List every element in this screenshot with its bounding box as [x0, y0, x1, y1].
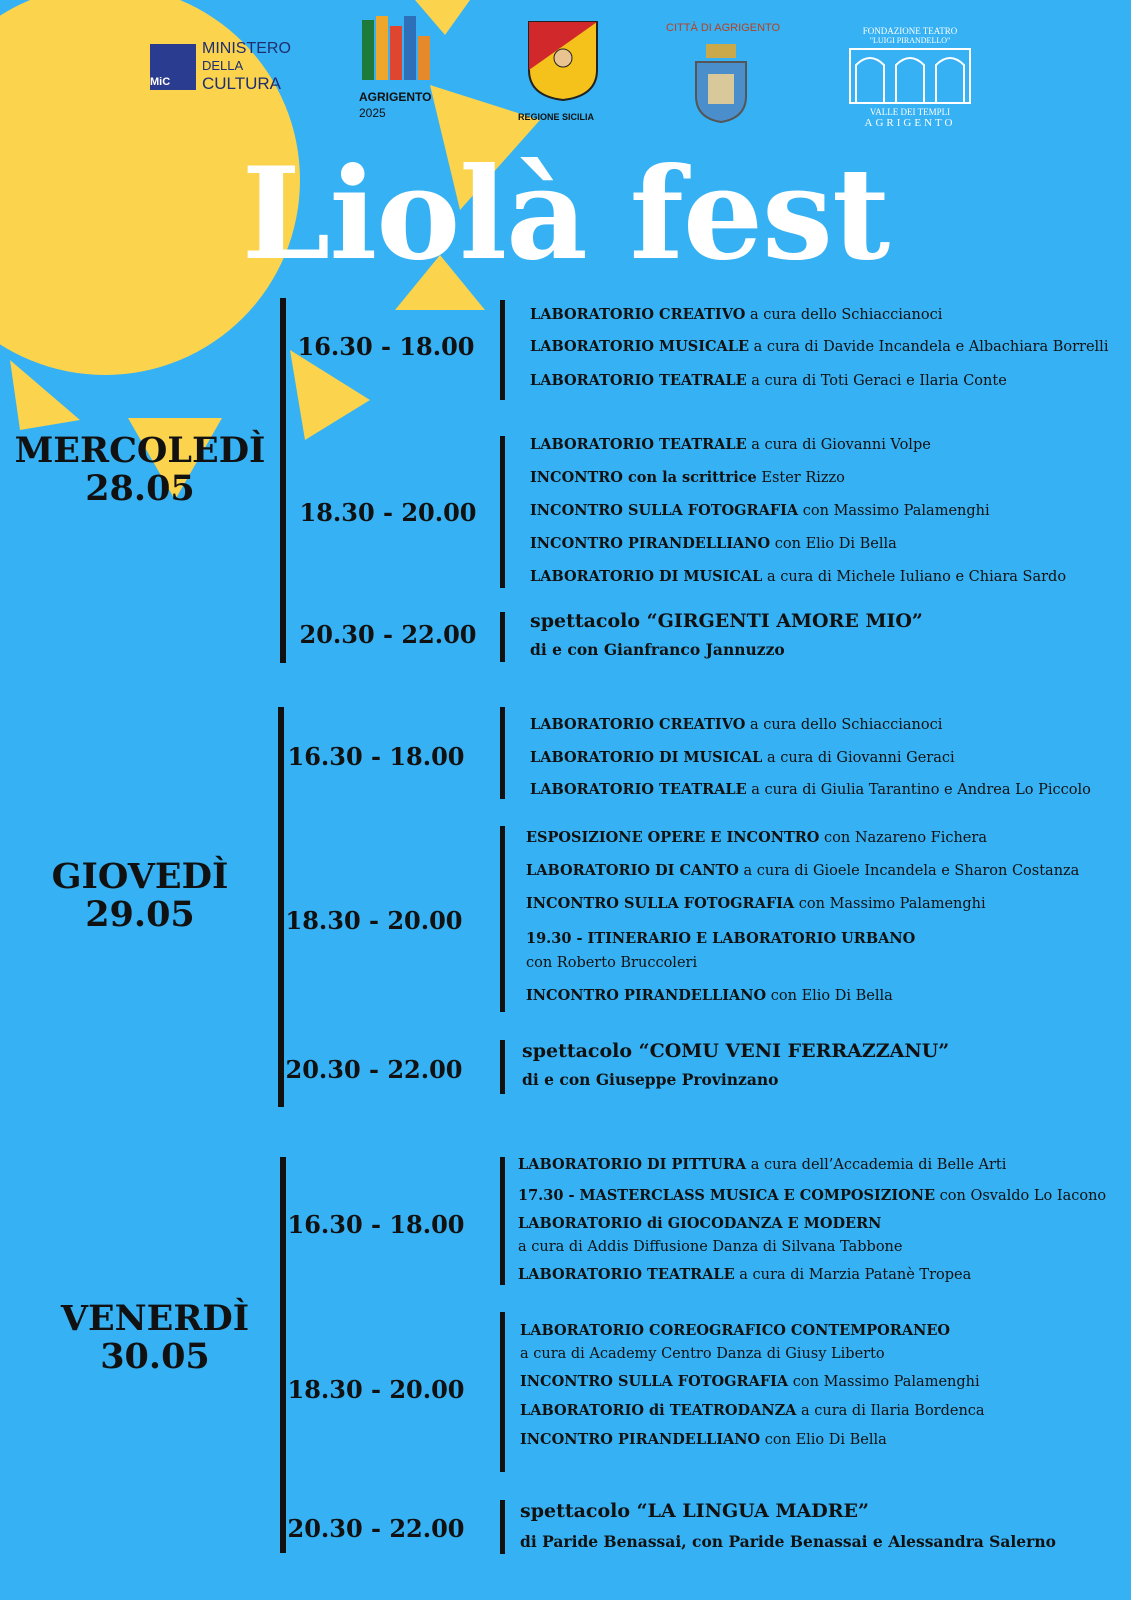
slot-time: 20.30 - 22.00 — [285, 1055, 463, 1084]
day-name: VENERDÌ — [60, 1298, 250, 1339]
event-line: INCONTRO PIRANDELLIANO con Elio Di Bella — [530, 535, 897, 552]
event-line: ESPOSIZIONE OPERE E INCONTRO con Nazareno Fichera — [526, 829, 987, 846]
slot-bar — [500, 826, 505, 1012]
day-date: 29.05 — [85, 894, 195, 935]
show-credits: di Paride Benassai, con Paride Benassai e Alessandra Salerno — [520, 1532, 1056, 1551]
slot-time: 16.30 - 18.00 — [297, 332, 475, 361]
day-heading — [20, 1300, 290, 1376]
event-line: LABORATORIO di GIOCODANZA E MODERN — [518, 1215, 882, 1232]
event-line: LABORATORIO COREOGRAFICO CONTEMPORANEO — [520, 1322, 951, 1339]
trinacria-shield-icon — [527, 20, 599, 102]
event-line: LABORATORIO DI PITTURA a cura dell’Accademia di Belle Arti — [518, 1156, 1007, 1173]
regione-sicilia-text: REGIONE SICILIA — [518, 112, 595, 122]
city-crest-icon — [686, 38, 756, 128]
event-subline: a cura di Academy Centro Danza di Giusy Liberto — [520, 1346, 885, 1362]
show-title: spettacolo “GIRGENTI AMORE MIO” — [530, 610, 923, 632]
event-line: LABORATORIO DI MUSICAL a cura di Giovanni Geraci — [530, 749, 955, 766]
event-line: INCONTRO PIRANDELLIANO con Elio Di Bella — [526, 987, 893, 1004]
day-name: GIOVEDÌ — [51, 856, 229, 897]
slot-time: 16.30 - 18.00 — [287, 742, 465, 771]
slot-bar — [500, 707, 505, 799]
day-date: 30.05 — [100, 1336, 210, 1377]
slot-time: 20.30 - 22.00 — [287, 1514, 465, 1543]
event-line: LABORATORIO CREATIVO a cura dello Schiaccianoci — [530, 306, 943, 323]
ministero-line1: MINISTERO — [202, 40, 291, 57]
citta-agrigento-logo — [666, 22, 781, 130]
event-line: LABORATORIO TEATRALE a cura di Marzia Patanè Tropea — [518, 1266, 972, 1283]
ministero-line2: DELLA — [202, 58, 244, 73]
fondazione-teatro-logo — [840, 26, 980, 138]
agrigento-year: 2025 — [359, 106, 386, 120]
event-line: LABORATORIO TEATRALE a cura di Giovanni Volpe — [530, 436, 931, 453]
event-line: LABORATORIO TEATRALE a cura di Toti Geraci e Ilaria Conte — [530, 372, 1007, 389]
event-line: LABORATORIO di TEATRODANZA a cura di Ilaria Bordenca — [520, 1402, 985, 1419]
event-line: INCONTRO con la scrittrice Ester Rizzo — [530, 469, 845, 486]
fondazione-line3: VALLE DEI TEMPLI — [869, 107, 951, 117]
fondazione-line1: FONDAZIONE TEATRO — [862, 26, 958, 36]
event-line: LABORATORIO CREATIVO a cura dello Schiaccianoci — [530, 716, 943, 733]
slot-time: 18.30 - 20.00 — [287, 1375, 465, 1404]
day-name: MERCOLEDÌ — [14, 430, 266, 471]
fondazione-line2: "LUIGI PIRANDELLO" — [869, 36, 951, 45]
event-line: INCONTRO PIRANDELLIANO con Elio Di Bella — [520, 1431, 887, 1448]
event-line: INCONTRO SULLA FOTOGRAFIA con Massimo Palamenghi — [520, 1373, 980, 1390]
show-title: spettacolo “COMU VENI FERRAZZANU” — [522, 1040, 950, 1062]
slot-bar — [500, 1157, 505, 1285]
event-subline: con Roberto Bruccoleri — [526, 955, 698, 971]
regione-sicilia-logo — [518, 20, 608, 128]
event-line: LABORATORIO DI CANTO a cura di Gioele Incandela e Sharon Costanza — [526, 862, 1080, 879]
event-subline: a cura di Addis Diffusione Danza di Silvana Tabbone — [518, 1239, 903, 1255]
theatre-facade-icon — [848, 47, 972, 105]
event-line: INCONTRO SULLA FOTOGRAFIA con Massimo Palamenghi — [530, 502, 990, 519]
show-title: spettacolo “LA LINGUA MADRE” — [520, 1500, 869, 1522]
fondazione-line4: AGRIGENTO — [864, 117, 956, 129]
agrigento-2025-logo — [359, 16, 472, 124]
slot-bar — [500, 1040, 505, 1094]
event-line: 19.30 - ITINERARIO E LABORATORIO URBANO — [526, 930, 916, 947]
agrigento-mark-icon — [362, 16, 432, 84]
slot-time: 18.30 - 20.00 — [285, 906, 463, 935]
event-line: LABORATORIO MUSICALE a cura di Davide Incandela e Albachiara Borrelli — [530, 338, 1109, 355]
event-line: LABORATORIO DI MUSICAL a cura di Michele Iuliano e Chiara Sardo — [530, 568, 1067, 585]
day-heading — [5, 432, 275, 508]
ministero-line3: CULTURA — [202, 74, 282, 93]
festival-title: Liolà fest — [241, 140, 890, 288]
ministero-cultura-logo — [150, 40, 310, 96]
citta-label: CITTÀ DI AGRIGENTO — [666, 22, 781, 34]
day-heading — [5, 858, 275, 934]
slot-time: 18.30 - 20.00 — [299, 498, 477, 527]
slot-bar — [500, 612, 505, 662]
agrigento-text: AGRIGENTO — [359, 90, 432, 104]
slot-time: 20.30 - 22.00 — [299, 620, 477, 649]
event-line: LABORATORIO TEATRALE a cura di Giulia Tarantino e Andrea Lo Piccolo — [530, 781, 1091, 798]
show-credits: di e con Giuseppe Provinzano — [522, 1070, 779, 1089]
slot-bar — [500, 1500, 505, 1554]
slot-bar — [500, 436, 505, 588]
event-line: INCONTRO SULLA FOTOGRAFIA con Massimo Palamenghi — [526, 895, 986, 912]
show-credits: di e con Gianfranco Jannuzzo — [530, 640, 785, 659]
event-line: 17.30 - MASTERCLASS MUSICA E COMPOSIZIONE con Osvaldo Lo Iacono — [518, 1187, 1107, 1204]
day-date: 28.05 — [85, 468, 195, 509]
mic-badge: MiC — [150, 76, 171, 88]
slot-bar — [500, 1312, 505, 1472]
slot-bar — [500, 300, 505, 400]
slot-time: 16.30 - 18.00 — [287, 1210, 465, 1239]
